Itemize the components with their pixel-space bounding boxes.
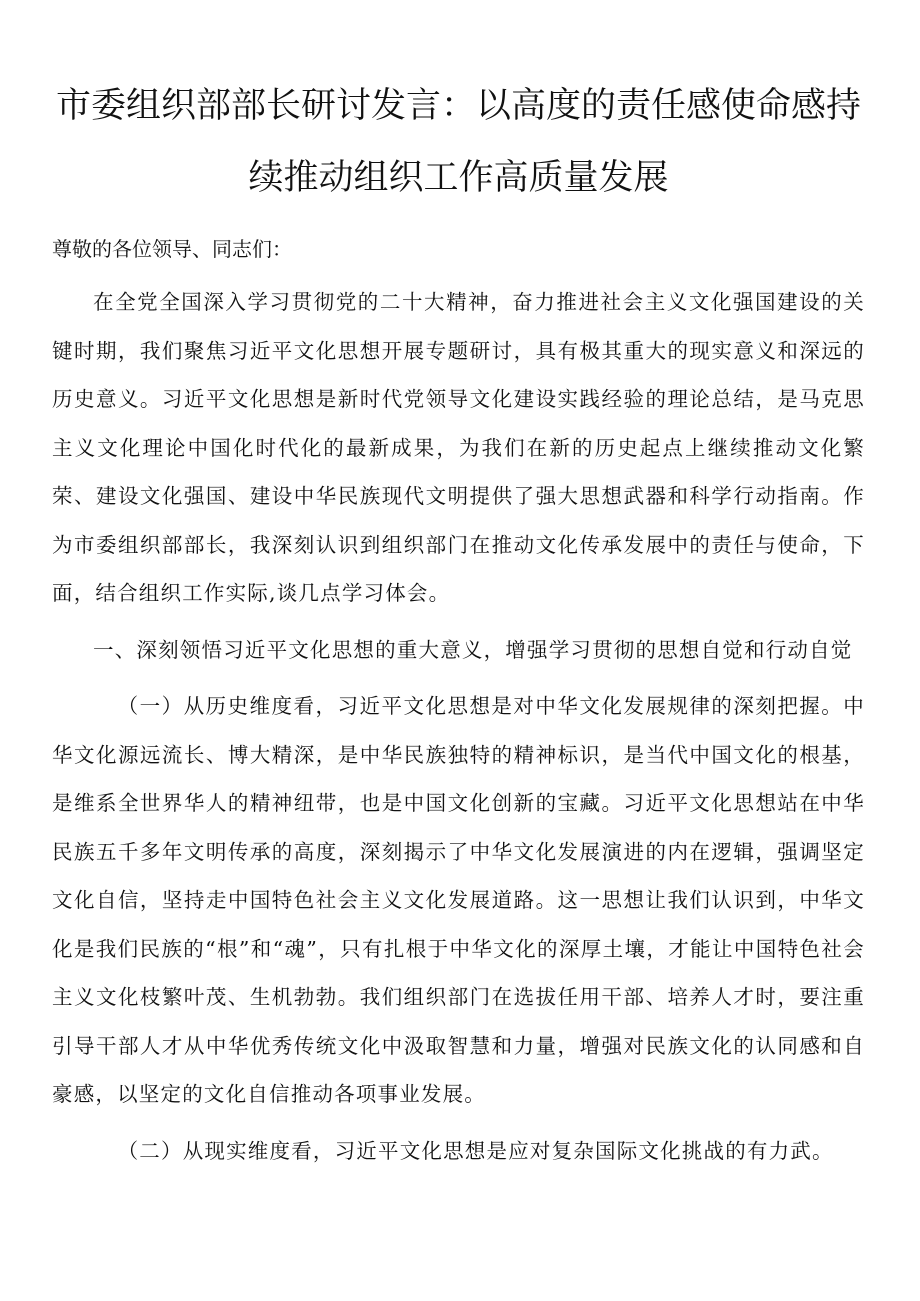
- intro-paragraph: 在全党全国深入学习贯彻党的二十大精神，奋力推进社会主义文化强国建设的关键时期，我们聚焦习近平文化思想开展专题研讨，具有极其重大的现实意义和深远的历史意义。习近平文化思想是新时代党领导文化建设实践经验的理论总结，是马克思主义文化理论中国化时代化的最新成果，为我们在新的历史起点上继续推动文化繁荣、建设文化强国、建设中华民族现代文明提供了强大思想武器和科学行动指南。作为市委组织部部长，我深刻认识到组织部门在推动文化传承发展中的责任与使命，下面，结合组织工作实际,谈几点学习体会。: [52, 290, 865, 605]
- salutation: 尊敬的各位领导、同志们：: [52, 237, 292, 261]
- point-2-paragraph: （二）从现实维度看，习近平文化思想是应对复杂国际文化挑战的有力武。: [117, 1138, 834, 1163]
- title-line-2: 续推动组织工作高质量发展: [248, 158, 669, 198]
- document-title: [52, 70, 865, 214]
- section-heading-1: 一、深刻领悟习近平文化思想的重大意义，增强学习贯彻的思想自觉和行动自觉: [93, 637, 853, 662]
- title-line-1: 市委组织部部长研讨发言：以高度的责任感使命感持: [55, 86, 861, 126]
- point-1-paragraph: （一）从历史维度看，习近平文化思想是对中华文化发展规律的深刻把握。中华文化源远流长、博大精深，是中华民族独特的精神标识，是当代中国文化的根基，是维系全世界华人的精神纽带，也是中国文化创新的宝藏。习近平文化思想站在中华民族五千多年文明传承的高度，深刻揭示了中华文化发展演进的内在逻辑，强调坚定文化自信，坚持走中国特色社会主义文化发展道路。这一思想让我们认识到，中华文化是我们民族的“根”和“魂”，只有扎根于中华文化的深厚土壤，才能让中国特色社会主义文化枝繁叶茂、生机勃勃。我们组织部门在选拔任用干部、培养人才时，要注重引导干部人才从中华优秀传统文化中汲取智慧和力量，增强对民族文化的认同感和自豪感，以坚定的文化自信推动各项事业发展。: [52, 694, 865, 1106]
